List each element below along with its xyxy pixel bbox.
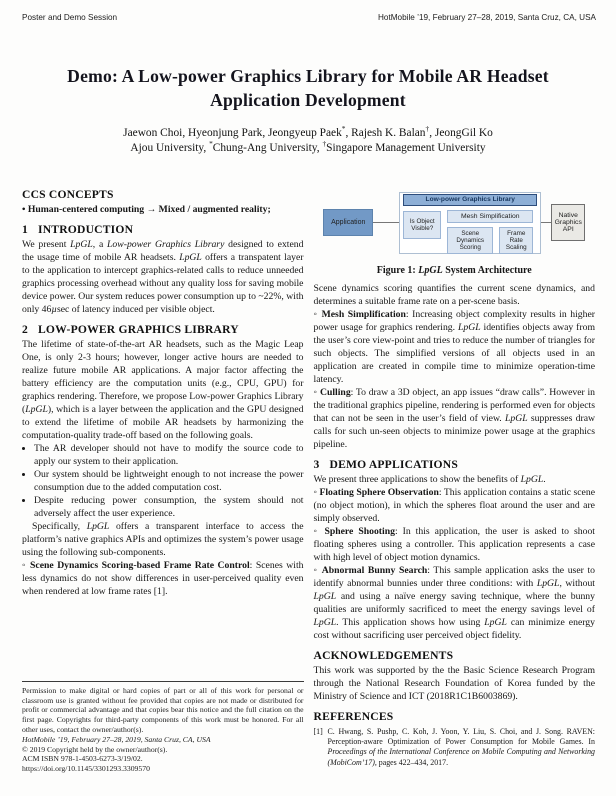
section-1-heading (22, 223, 304, 236)
frame-rate-control-paragraph: ◦ Scene Dynamics Scoring-based Frame Rate Control: Scenes with less dynamics do not show differences in user-perceived quality even when rendered at low frame rates [1]. (22, 560, 304, 597)
footnote-isbn: ACM ISBN 978-1-4503-6273-3/19/02. (22, 754, 143, 764)
library-paragraph: The lifetime of state-of-the-art AR headsets, such as the Magic Leap One, is only 2-3 hours; however, longer active hours are needed to realize future mobile AR applications. A major factor affecting the battery efficiency are the computation units (e.g., CPU, GPU) for graphics rendering. Therefore, we propose Low-power Graphics Library (LpGL), which is a layer between the application and the GPU designed to extend the lifetime of mobile AR headsets by harmonizing the computation-quality trade-off based on the following goals. (22, 339, 304, 441)
section-2-heading (22, 323, 304, 336)
author-affiliations: Ajou University, *Chung-Ang University, †Singapore Management University (130, 139, 486, 154)
culling-paragraph: ◦ Culling: To draw a 3D object, an app issues “draw calls”. However in the traditional graphics pipeline, rendering is performed even for objects that can not be seen in the user’s field of view. LpGL suppresses draw calls for such un-seen objects to minimize power usage at the graphics pipeline. (313, 387, 596, 450)
ccs-concepts-heading: CCS CONCEPTS (22, 188, 114, 201)
running-header (22, 13, 596, 22)
author-block (0, 126, 616, 156)
paper-title-line1: Demo: A Low-power Graphics Library for Mobile AR Headset (67, 66, 549, 86)
author-names: Jaewon Choi, Hyeonjung Park, Jeongyeup Paek*, Rajesh K. Balan†, JeongGil Ko (123, 124, 493, 139)
design-goals-list (22, 442, 304, 520)
sphere-shooting-paragraph: ◦ Sphere Shooting: In this application, the user is asked to shoot floating spheres using a controller. This application represents a case with high level of object motion dynamics. (313, 526, 595, 563)
running-header-session: Poster and Demo Session (22, 13, 118, 22)
figure-1 (314, 188, 596, 276)
mesh-simplification-paragraph: ◦ Mesh Simplification: Increasing object complexity results in higher power usage for graphics rendering. LpGL identifies objects away from the user’s core view-point and tries to reduce the number of triangles for such objects. The simplified versions of all objects used in an application are created in compile time to minimize operation-time latency. (313, 309, 596, 385)
demo-apps-intro: We present three applications to show the benefits of LpGL. (313, 474, 546, 485)
section-2-number: 2 (22, 323, 28, 336)
paper-title-line2: Application Development (210, 90, 406, 110)
two-column-body (22, 186, 595, 774)
ccs-concepts-text: • Human-centered computing → Mixed / augmented reality; (22, 204, 271, 215)
section-3-title: DEMO APPLICATIONS (329, 458, 458, 471)
reference-label: [1] (313, 727, 323, 736)
acknowledgements-heading: ACKNOWLEDGEMENTS (313, 649, 454, 662)
goal-item: • Despite reducing power consumption, the system should not adversely affect the user experience. (34, 494, 304, 520)
scene-dynamics-scoring-box: Scene Dynamics Scoring (447, 227, 493, 254)
system-architecture-diagram (323, 188, 585, 258)
library-title-bar: Low-power Graphics Library (403, 194, 537, 206)
paper-title (0, 64, 616, 112)
connector-line (373, 222, 399, 223)
introduction-paragraph: We present LpGL, a Low-power Graphics Library designed to extend the usage time of mobile AR headsets. LpGL offers a transpatent layer to the application to intercept graphics-related calls to reduce unneeded graphics processing overhead without any quality loss for saving mobile device power. Our system reduces power consumption up to ~22%, with only 46µsec of latency induced per visible object. (22, 239, 304, 315)
frame-rate-scaling-box: Frame Rate Scaling (499, 227, 533, 254)
section-3-heading (314, 458, 596, 471)
acknowledgements-text: This work was supported by the the Basic Science Research Program through the National Research Foundation of Korea funded by the Ministry of Science and ICT (2018R1C1B6003869). (313, 665, 595, 702)
doi-link[interactable]: https://doi.org/10.1145/3301293.3309570 (22, 764, 150, 774)
references-heading: REFERENCES (313, 710, 394, 723)
floating-sphere-paragraph: ◦ Floating Sphere Observation: This application contains a static scene (no object motion), in which the spheres float around the user and are simply observed. (313, 487, 595, 524)
section-2-title: LOW-POWER GRAPHICS LIBRARY (38, 323, 239, 336)
section-3-number: 3 (313, 458, 320, 471)
reference-item (314, 727, 596, 768)
running-header-venue: HotMobile ’19, February 27–28, 2019, Santa Cruz, CA, USA (378, 13, 596, 22)
footnote-venue: HotMobile ’19, February 27–28, 2019, Santa Cruz, CA, USA (22, 734, 211, 744)
abnormal-bunny-paragraph: ◦ Abnormal Bunny Search: This sample application asks the user to identify abnormal bunnies under three conditions: with LpGL, without LpGL and using a naïve energy saving technique, where the bunny qualities are uniformly sacrificed to meet the energy savings level of LpGL. This application shows how using LpGL can minimize energy cost without sacrificing user perceived object fidelity. (313, 565, 595, 641)
application-box: Application (323, 209, 373, 236)
specifically-paragraph: Specifically, LpGL offers a transparent interface to access the platform’s native graphics APIs and optimizes the system’s power usage using the following sub-components. (22, 521, 304, 558)
goal-item: • The AR developer should not have to modify the source code to apply our system to their application. (34, 442, 304, 468)
right-column (314, 186, 596, 774)
permission-block (22, 681, 304, 774)
section-1-title: INTRODUCTION (38, 223, 134, 236)
section-1-number: 1 (22, 223, 28, 236)
native-graphics-api-box: Native Graphics API (551, 204, 585, 241)
reference-text: C. Hwang, S. Pushp, C. Koh, J. Yoon, Y. Liu, S. Choi, and J. Song. RAVEN: Perception-aware Optimization of Power Consumption for Mobile Games. In Proceedings of the International Conference on Mobile Computing and Networking (MobiCom’17), pages 422–434, 2017. (327, 727, 595, 767)
permission-text: Permission to make digital or hard copies of part or all of this work for personal or classroom use is granted without fee provided that copies are not made or distributed for profit or commercial advantage and that copies bear this notice and the full citation on the first page. Copyrights for third-party components of this work must be honored. For all other uses, contact the owner/author(s). (22, 685, 304, 735)
mesh-simplification-box: Mesh Simplification (447, 210, 533, 223)
left-column (22, 186, 304, 774)
figure-1-caption: Figure 1: LpGL System Architecture (376, 265, 532, 276)
is-object-visible-box: Is Object Visible? (403, 211, 441, 239)
connector-line (541, 222, 551, 223)
goal-item: • Our system should be lightweight enough to not increase the power consumption due to the added computation cost. (34, 468, 304, 494)
scene-dynamics-continuation: Scene dynamics scoring quantifies the current scene dynamics, and determines a suitable frame rate on a per-scene basis. (313, 283, 595, 307)
footnote-copyright: © 2019 Copyright held by the owner/author(s). (22, 744, 168, 754)
